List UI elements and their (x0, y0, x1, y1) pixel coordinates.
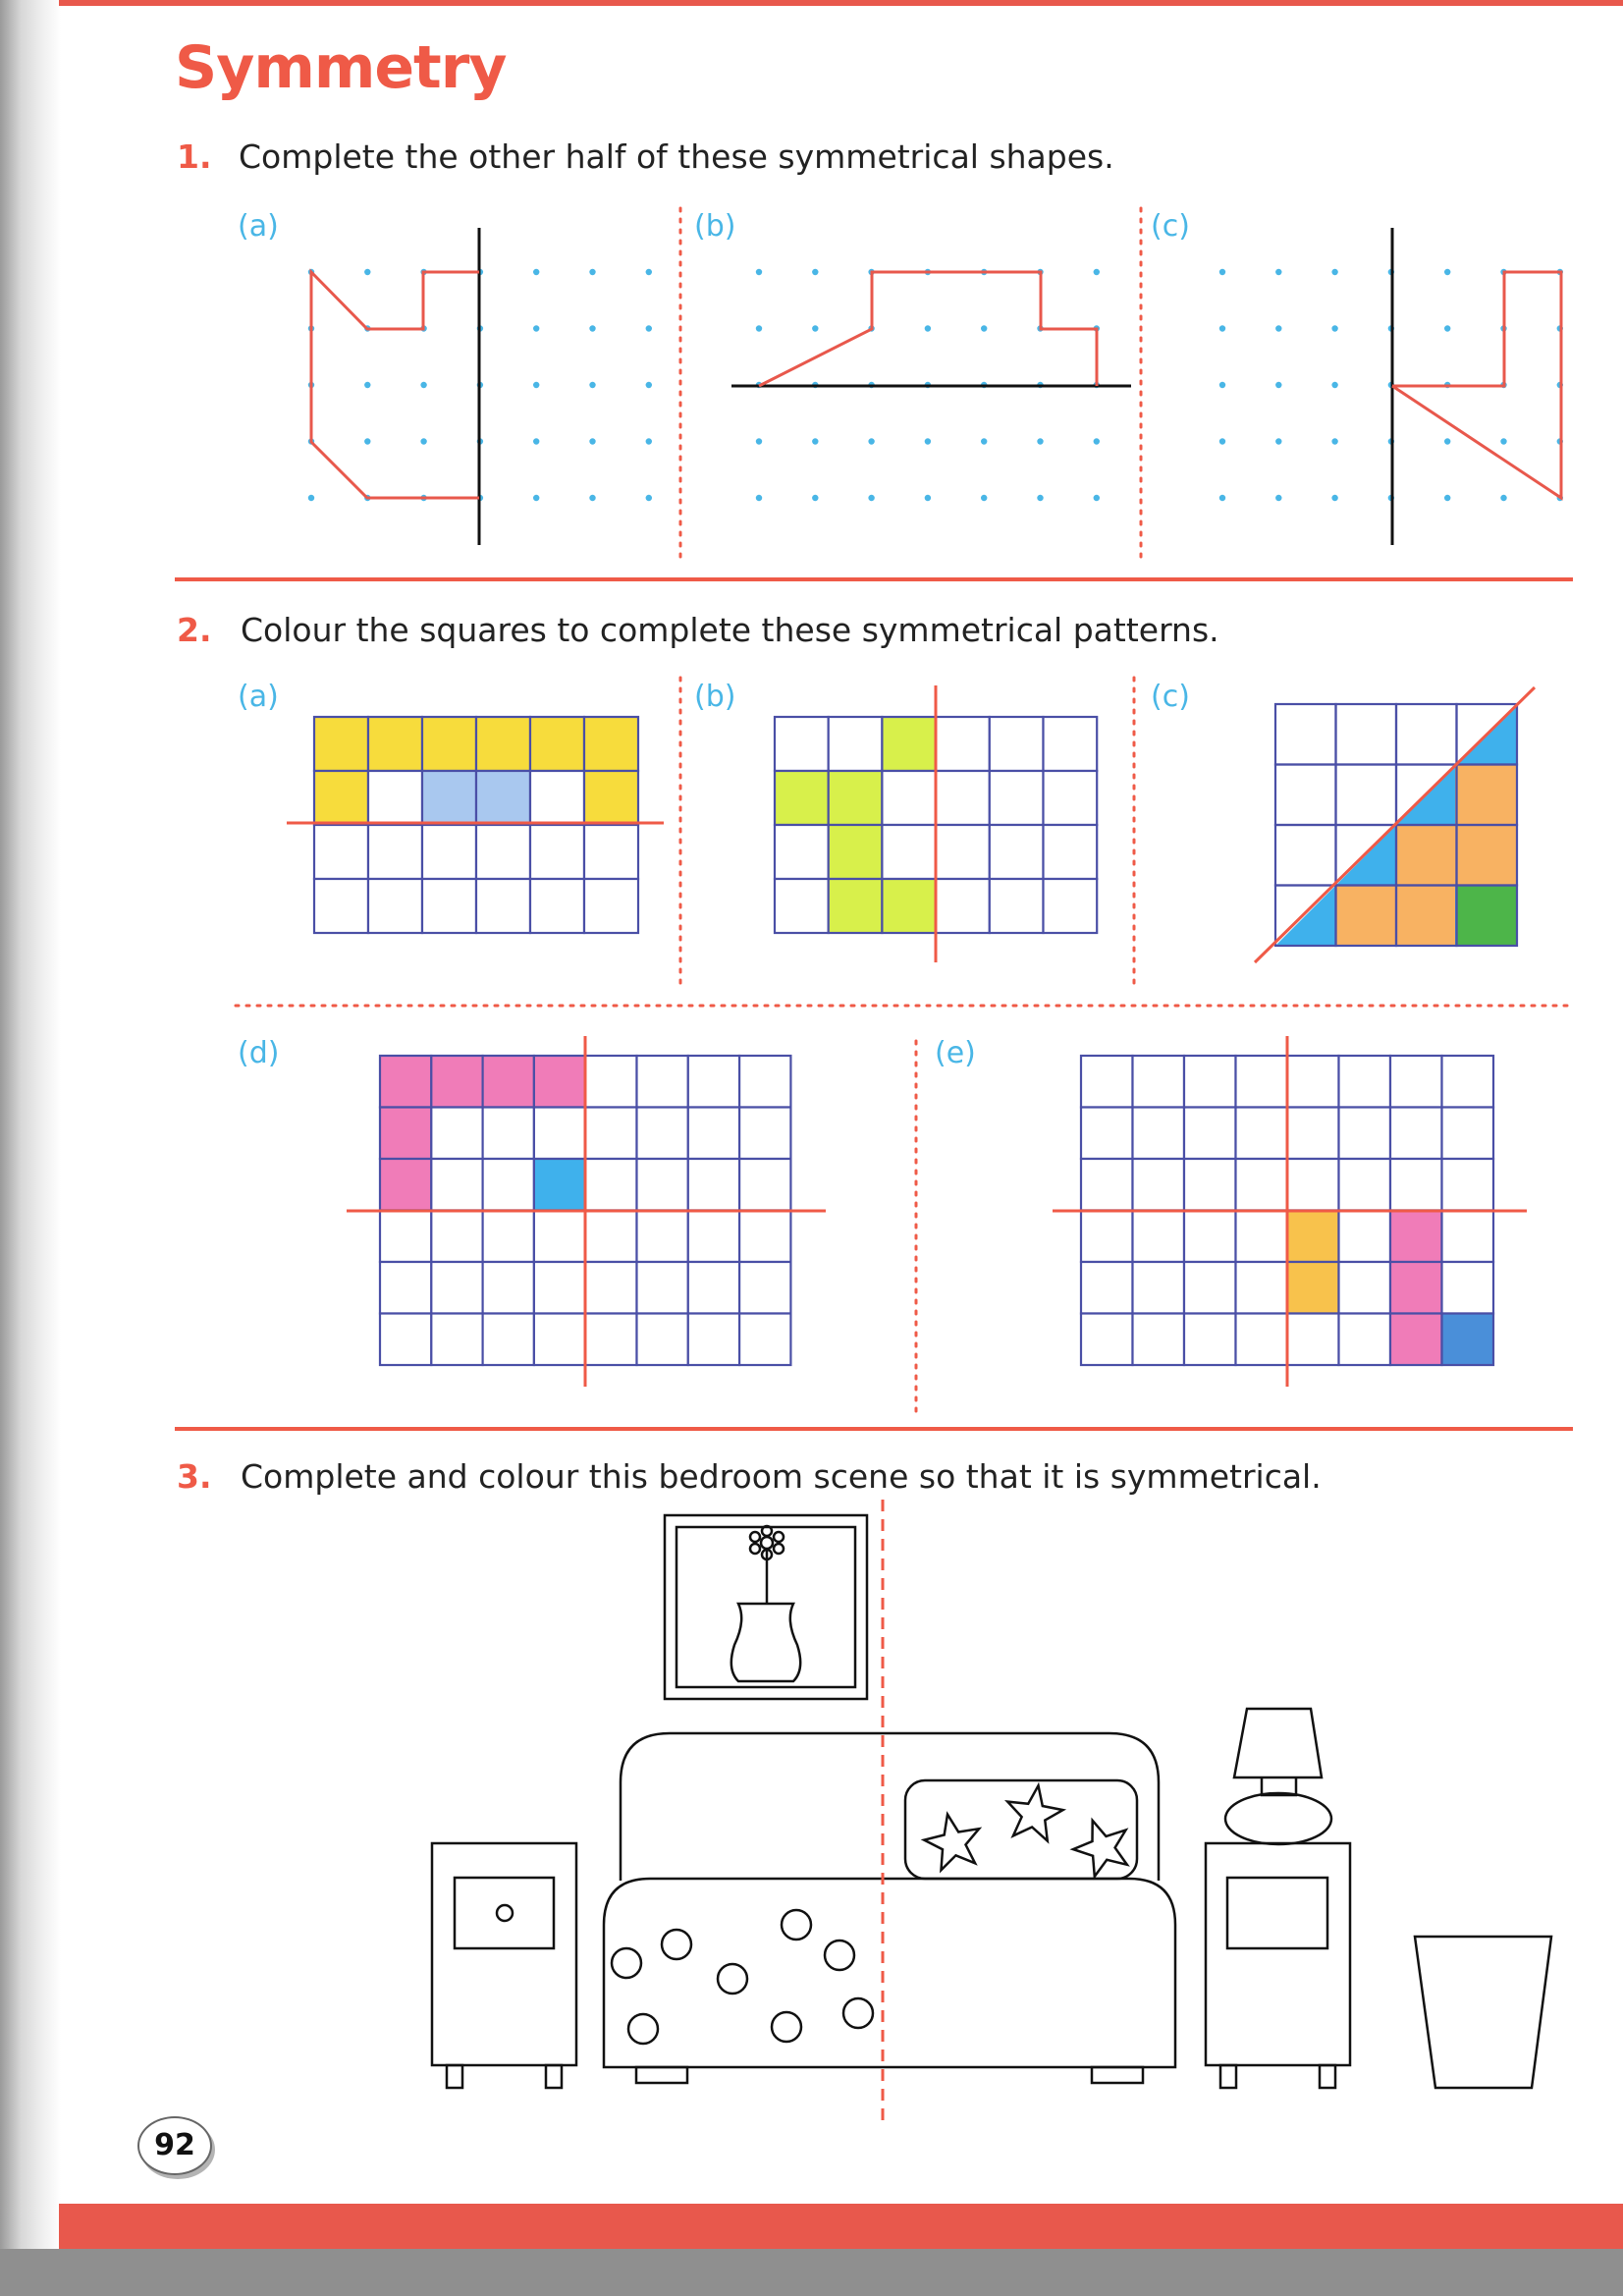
q2c-orange-cell (1455, 765, 1517, 826)
grid-square[interactable] (476, 825, 530, 879)
grid-square[interactable] (1133, 1159, 1185, 1211)
grid-dot (925, 495, 931, 501)
grid-square[interactable] (739, 1262, 790, 1314)
grid-dot (1275, 495, 1281, 501)
grid-dot (812, 438, 818, 444)
grid-square[interactable] (534, 1108, 585, 1160)
grid-square[interactable] (1081, 1108, 1133, 1160)
grid-square[interactable] (368, 771, 422, 825)
q2-part-b-label: (b) (694, 680, 736, 714)
grid-square[interactable] (585, 1211, 636, 1263)
lamp-base (1225, 1793, 1331, 1844)
grid-dot (1037, 495, 1043, 501)
right-drawer (1227, 1878, 1327, 1948)
grid-square[interactable] (1133, 1314, 1185, 1366)
grid-square[interactable] (1275, 765, 1336, 826)
q2c-green-cell (1457, 886, 1517, 946)
grid-square[interactable] (637, 1108, 688, 1160)
q1a-half-shape (311, 272, 479, 498)
grid-dot (1331, 382, 1337, 388)
grid-dot (1219, 495, 1225, 501)
grid-dot (589, 325, 595, 331)
grid-square[interactable] (1287, 1159, 1339, 1211)
grid-square[interactable] (1184, 1262, 1236, 1314)
grid-square[interactable] (534, 1262, 585, 1314)
grid-square[interactable] (483, 1262, 534, 1314)
grid-square[interactable] (431, 1108, 482, 1160)
grid-square[interactable] (882, 879, 936, 933)
grid-square[interactable] (1081, 1159, 1133, 1211)
grid-square[interactable] (829, 825, 883, 879)
grid-dot (1275, 269, 1281, 275)
grid-square[interactable] (530, 771, 584, 825)
grid-square[interactable] (1339, 1262, 1391, 1314)
grid-square[interactable] (990, 879, 1044, 933)
grid-square[interactable] (882, 771, 936, 825)
grid-square[interactable] (829, 771, 883, 825)
grid-square[interactable] (1442, 1211, 1494, 1263)
grid-square[interactable] (936, 825, 990, 879)
grid-square[interactable] (1390, 1108, 1442, 1160)
q1-part-a-label: (a) (238, 209, 279, 244)
question-2-number: 2. (177, 611, 212, 649)
grid-dot (646, 495, 652, 501)
grid-dot (1500, 438, 1506, 444)
grid-square[interactable] (1336, 704, 1397, 765)
pillow-star (924, 1815, 979, 1871)
lamp-shade (1234, 1709, 1322, 1777)
grid-dot (981, 495, 987, 501)
grid-dot (1444, 438, 1450, 444)
grid-square[interactable] (1442, 1314, 1494, 1366)
grid-square[interactable] (1184, 1211, 1236, 1263)
question-1-text: Complete the other half of these symmetrical shapes. (239, 137, 1114, 176)
grid-dot (1500, 495, 1506, 501)
grid-square[interactable] (1336, 765, 1397, 826)
grid-dot (533, 495, 539, 501)
question-2-text: Colour the squares to complete these symmetrical patterns. (241, 611, 1219, 649)
grid-square[interactable] (368, 825, 422, 879)
grid-square[interactable] (1044, 879, 1098, 933)
grid-dot (364, 382, 370, 388)
grid-dot (756, 438, 762, 444)
grid-square[interactable] (1184, 1108, 1236, 1160)
grid-square[interactable] (1390, 1211, 1442, 1263)
grid-dot (812, 495, 818, 501)
grid-square[interactable] (637, 1262, 688, 1314)
grid-square[interactable] (637, 1211, 688, 1263)
grid-square[interactable] (584, 879, 638, 933)
grid-square[interactable] (990, 825, 1044, 879)
flower-center (761, 1537, 773, 1549)
grid-square[interactable] (775, 771, 829, 825)
grid-square[interactable] (476, 771, 530, 825)
grid-dot (1219, 269, 1225, 275)
grid-dot (756, 269, 762, 275)
grid-dot (1331, 495, 1337, 501)
grid-square[interactable] (688, 1314, 739, 1366)
grid-dot (1331, 269, 1337, 275)
grid-square[interactable] (1236, 1262, 1288, 1314)
grid-square[interactable] (380, 1314, 431, 1366)
grid-square[interactable] (688, 1211, 739, 1263)
grid-square[interactable] (775, 879, 829, 933)
grid-square[interactable] (1133, 1108, 1185, 1160)
grid-square[interactable] (483, 1211, 534, 1263)
grid-square[interactable] (1044, 825, 1098, 879)
grid-square[interactable] (1133, 1056, 1185, 1108)
q2-part-d-label: (d) (238, 1036, 280, 1070)
grid-square[interactable] (936, 771, 990, 825)
grid-square[interactable] (422, 879, 476, 933)
grid-dot (364, 269, 370, 275)
grid-dot (646, 382, 652, 388)
grid-square[interactable] (688, 1056, 739, 1108)
grid-square[interactable] (775, 825, 829, 879)
grid-square[interactable] (314, 771, 368, 825)
grid-square[interactable] (1287, 1211, 1339, 1263)
grid-square[interactable] (1236, 1211, 1288, 1263)
grid-square[interactable] (1339, 1108, 1391, 1160)
grid-square[interactable] (584, 717, 638, 771)
picture-frame (665, 1515, 867, 1699)
q2a-grid[interactable] (314, 717, 638, 933)
grid-dot (646, 325, 652, 331)
q2-part-c-label: (c) (1151, 680, 1190, 714)
left-drawer (455, 1878, 554, 1948)
grid-square[interactable] (637, 1314, 688, 1366)
q2-part-a-label: (a) (238, 680, 279, 714)
pillow-star (1073, 1821, 1127, 1877)
question-3-text: Complete and colour this bedroom scene so that it is symmetrical. (241, 1457, 1322, 1496)
grid-square[interactable] (368, 879, 422, 933)
grid-square[interactable] (431, 1056, 482, 1108)
grid-dot (1219, 382, 1225, 388)
grid-square[interactable] (585, 1262, 636, 1314)
question-3-number: 3. (177, 1457, 212, 1496)
grid-square[interactable] (637, 1159, 688, 1211)
grid-square[interactable] (1184, 1159, 1236, 1211)
grid-dot (812, 269, 818, 275)
grid-square[interactable] (380, 1108, 431, 1160)
grid-square[interactable] (380, 1211, 431, 1263)
grid-square[interactable] (483, 1159, 534, 1211)
grid-dot (868, 495, 874, 501)
grid-square[interactable] (314, 879, 368, 933)
grid-square[interactable] (1236, 1159, 1288, 1211)
grid-square[interactable] (990, 771, 1044, 825)
grid-dot (364, 438, 370, 444)
grid-dot (812, 325, 818, 331)
grid-square[interactable] (431, 1314, 482, 1366)
grid-dot (1275, 382, 1281, 388)
grid-dot (533, 269, 539, 275)
bed-leg (1092, 2067, 1143, 2083)
grid-dot (925, 325, 931, 331)
wastebasket (1415, 1937, 1551, 2088)
grid-square[interactable] (1236, 1108, 1288, 1160)
bed (604, 1879, 1175, 2067)
grid-square[interactable] (739, 1056, 790, 1108)
grid-square[interactable] (1236, 1314, 1288, 1366)
grid-square[interactable] (1275, 704, 1336, 765)
grid-dot (981, 438, 987, 444)
grid-square[interactable] (1287, 1108, 1339, 1160)
grid-dot (1444, 325, 1450, 331)
grid-square[interactable] (431, 1211, 482, 1263)
grid-square[interactable] (882, 717, 936, 771)
grid-dot (1444, 495, 1450, 501)
grid-square[interactable] (1287, 1262, 1339, 1314)
grid-dot (589, 269, 595, 275)
grid-square[interactable] (1275, 825, 1336, 886)
grid-dot (1094, 495, 1100, 501)
grid-square[interactable] (431, 1159, 482, 1211)
grid-dot (1275, 438, 1281, 444)
grid-square[interactable] (1287, 1314, 1339, 1366)
grid-square[interactable] (584, 825, 638, 879)
grid-square[interactable] (1184, 1314, 1236, 1366)
grid-dot (589, 382, 595, 388)
grid-dot (589, 438, 595, 444)
grid-square[interactable] (483, 1056, 534, 1108)
grid-square[interactable] (1044, 771, 1098, 825)
grid-square[interactable] (1339, 1314, 1391, 1366)
page-number-badge: 92 (137, 2116, 212, 2175)
grid-square[interactable] (1044, 717, 1098, 771)
grid-square[interactable] (1396, 704, 1457, 765)
grid-dot (589, 495, 595, 501)
grid-square[interactable] (368, 717, 422, 771)
grid-dot (1331, 438, 1337, 444)
grid-square[interactable] (1133, 1262, 1185, 1314)
grid-square[interactable] (936, 717, 990, 771)
grid-square[interactable] (829, 717, 883, 771)
grid-dot (1275, 325, 1281, 331)
grid-square[interactable] (1287, 1056, 1339, 1108)
pillow-star (1007, 1785, 1062, 1840)
grid-square[interactable] (585, 1108, 636, 1160)
grid-dot (1219, 325, 1225, 331)
grid-dot (1094, 438, 1100, 444)
grid-dot (533, 438, 539, 444)
grid-square[interactable] (534, 1056, 585, 1108)
grid-square[interactable] (476, 717, 530, 771)
grid-square[interactable] (1133, 1211, 1185, 1263)
grid-square[interactable] (431, 1262, 482, 1314)
grid-square[interactable] (1184, 1056, 1236, 1108)
grid-square[interactable] (1339, 1056, 1391, 1108)
grid-square[interactable] (314, 717, 368, 771)
question-1-number: 1. (177, 137, 212, 176)
grid-square[interactable] (380, 1262, 431, 1314)
grid-dot (868, 438, 874, 444)
left-drawer-knob (497, 1905, 513, 1921)
grid-square[interactable] (380, 1056, 431, 1108)
pillow (905, 1780, 1137, 1879)
grid-square[interactable] (688, 1108, 739, 1160)
grid-square[interactable] (476, 879, 530, 933)
grid-square[interactable] (585, 1314, 636, 1366)
grid-square[interactable] (775, 717, 829, 771)
grid-square[interactable] (534, 1159, 585, 1211)
q2-part-e-label: (e) (935, 1036, 976, 1070)
grid-square[interactable] (1339, 1159, 1391, 1211)
grid-square[interactable] (1236, 1056, 1288, 1108)
bed-leg (636, 2067, 687, 2083)
grid-square[interactable] (1442, 1108, 1494, 1160)
headboard (621, 1733, 1159, 1881)
grid-dot (533, 325, 539, 331)
grid-dot (420, 382, 426, 388)
grid-dot (420, 438, 426, 444)
grid-square[interactable] (990, 717, 1044, 771)
q1c-half-shape (1392, 272, 1561, 498)
grid-square[interactable] (688, 1262, 739, 1314)
grid-square[interactable] (422, 771, 476, 825)
grid-dot (756, 325, 762, 331)
grid-square[interactable] (314, 825, 368, 879)
grid-dot (1444, 269, 1450, 275)
grid-square[interactable] (1442, 1159, 1494, 1211)
grid-square[interactable] (530, 717, 584, 771)
grid-square[interactable] (534, 1211, 585, 1263)
grid-dot (646, 269, 652, 275)
grid-square[interactable] (882, 825, 936, 879)
grid-dot (1219, 438, 1225, 444)
grid-dot (925, 438, 931, 444)
q1-part-c-label: (c) (1151, 209, 1190, 244)
grid-dot (646, 438, 652, 444)
grid-square[interactable] (739, 1211, 790, 1263)
grid-square[interactable] (829, 879, 883, 933)
grid-square[interactable] (637, 1056, 688, 1108)
q1-part-b-label: (b) (694, 209, 736, 244)
grid-square[interactable] (483, 1108, 534, 1160)
grid-square[interactable] (936, 879, 990, 933)
grid-square[interactable] (534, 1314, 585, 1366)
grid-square[interactable] (585, 1159, 636, 1211)
grid-square[interactable] (1442, 1262, 1494, 1314)
grid-square[interactable] (1081, 1262, 1133, 1314)
grid-square[interactable] (1390, 1056, 1442, 1108)
grid-dot (533, 382, 539, 388)
grid-square[interactable] (739, 1108, 790, 1160)
grid-dot (756, 495, 762, 501)
grid-square[interactable] (530, 879, 584, 933)
page-title: Symmetry (175, 33, 507, 102)
grid-square[interactable] (585, 1056, 636, 1108)
grid-square[interactable] (530, 825, 584, 879)
grid-square[interactable] (688, 1159, 739, 1211)
grid-dot (1094, 269, 1100, 275)
grid-dot (1331, 325, 1337, 331)
grid-square[interactable] (1442, 1056, 1494, 1108)
grid-square[interactable] (1390, 1159, 1442, 1211)
grid-dot (308, 495, 314, 501)
grid-square[interactable] (380, 1159, 431, 1211)
grid-square[interactable] (739, 1314, 790, 1366)
grid-square[interactable] (1081, 1056, 1133, 1108)
grid-square[interactable] (1390, 1314, 1442, 1366)
grid-square[interactable] (1081, 1211, 1133, 1263)
grid-square[interactable] (422, 825, 476, 879)
grid-dot (1037, 438, 1043, 444)
grid-square[interactable] (1081, 1314, 1133, 1366)
vase (731, 1604, 800, 1681)
grid-square[interactable] (422, 717, 476, 771)
grid-square[interactable] (1390, 1262, 1442, 1314)
grid-square[interactable] (1339, 1211, 1391, 1263)
grid-square[interactable] (483, 1314, 534, 1366)
bedroom-scene (432, 1515, 1551, 2088)
grid-square[interactable] (584, 771, 638, 825)
grid-square[interactable] (739, 1159, 790, 1211)
grid-dot (981, 325, 987, 331)
